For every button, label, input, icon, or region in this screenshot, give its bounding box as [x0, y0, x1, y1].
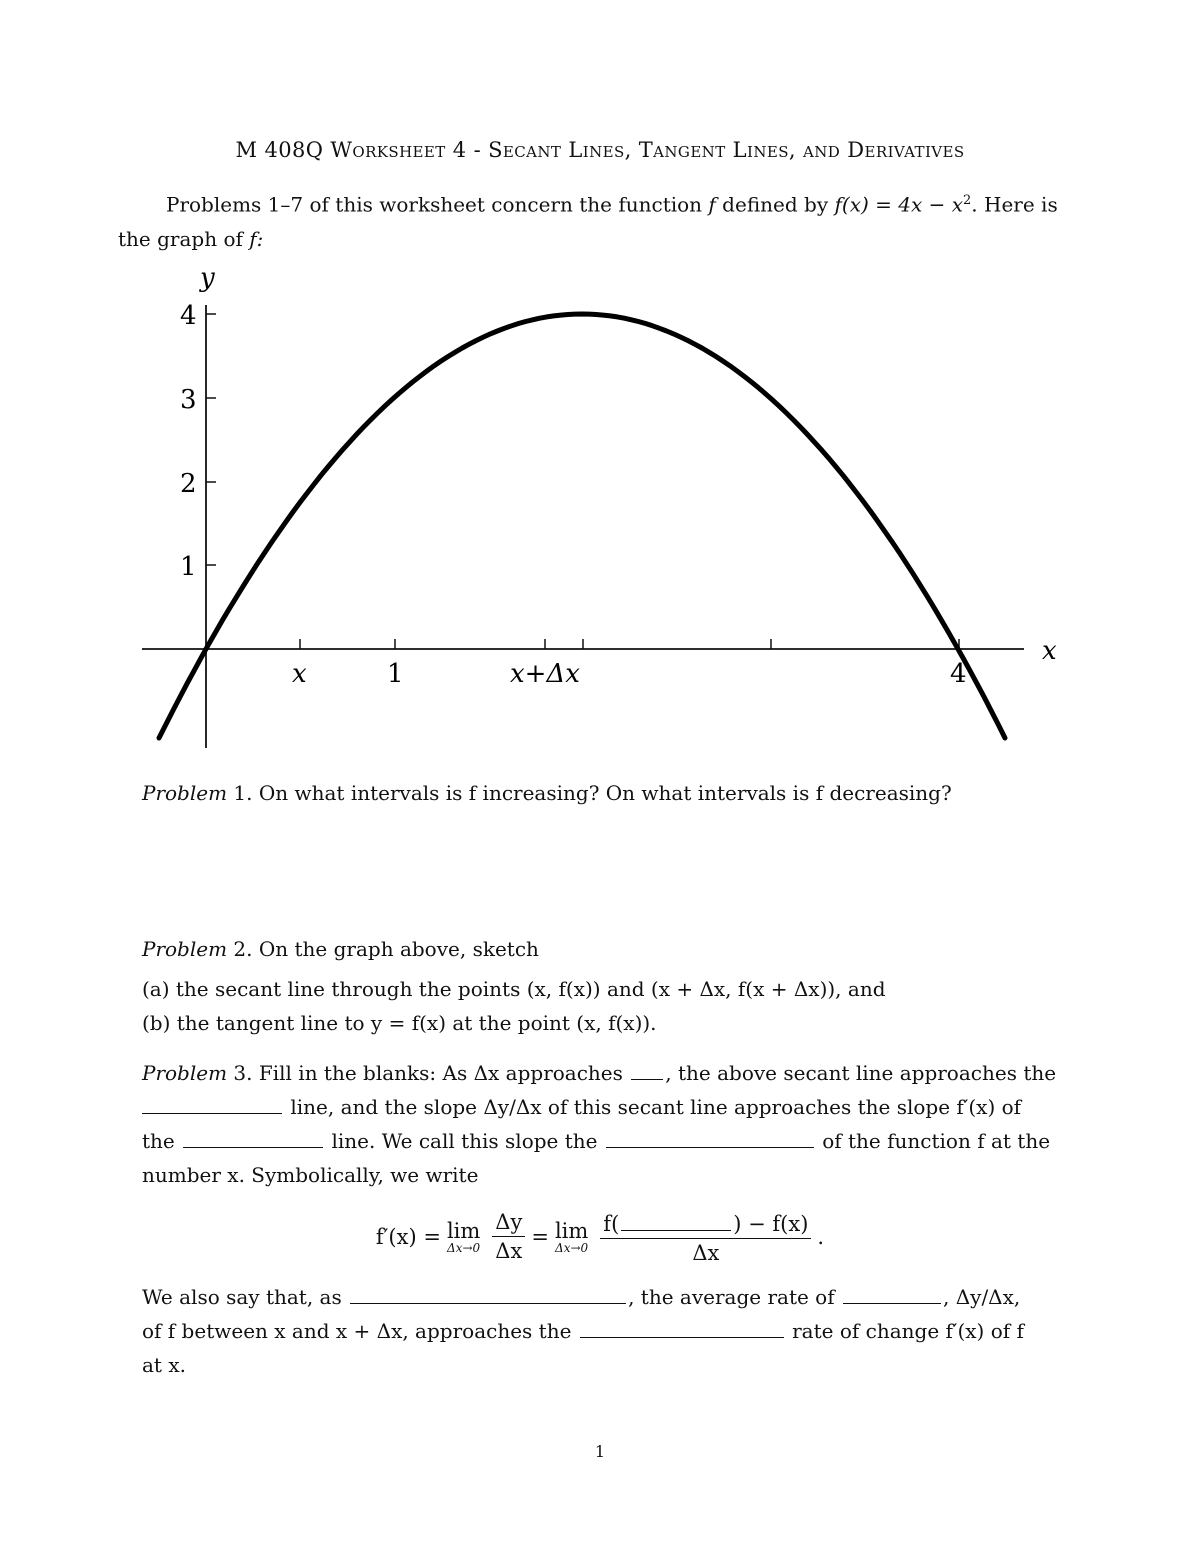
formula-fraction-1 [492, 1210, 525, 1263]
blank-rate-of-change[interactable] [580, 1315, 784, 1338]
problem-2-text: On the graph above, sketch [252, 937, 539, 961]
problem-1-text: On what intervals is f increasing? On what intervals is f decreasing? [252, 781, 952, 805]
problem-2-part-a: (a) the secant line through the points (x, f(x)) and (x + Δx, f(x + Δx)), and [142, 977, 886, 1001]
formula-period: . [817, 1224, 825, 1249]
y-tick-label-2: 2 [180, 469, 197, 499]
x-tick-label-1: 1 [387, 659, 404, 689]
problem-3-sentence-3: line, and the slope Δy/Δx of this secant line approaches the slope f′(x) of [284, 1095, 1022, 1119]
closing-text-3: , Δy/Δx, [942, 1285, 1021, 1309]
problem-3-sentence-5: line. We call this slope the [325, 1129, 604, 1153]
blank-slope-name[interactable] [606, 1125, 814, 1148]
closing-text-2: , the average rate of [628, 1285, 841, 1309]
formula-limit-2 [555, 1219, 588, 1255]
blank-formula-argument[interactable] [621, 1208, 731, 1231]
problem-3-sentence-2: , the above secant line approaches the [665, 1061, 1057, 1085]
parabola-curve [159, 314, 1005, 738]
intro-exponent: 2 [963, 193, 972, 208]
x-tick-label-x-plus-dx: x+Δx [510, 659, 580, 689]
problem-1-number: 1. [227, 781, 253, 805]
closing-text-4: of f between x and x + Δx, approaches the [142, 1319, 578, 1343]
problem-2 [142, 932, 1060, 1040]
intro-line-2-text: the graph of [118, 226, 250, 251]
intro-line-2-function: f: [249, 226, 264, 251]
numerator-close: ) − f(x) [733, 1212, 809, 1236]
formula-lhs: f′(x) = [375, 1224, 441, 1249]
intro-formula: f(x) = 4x − x [834, 192, 964, 217]
problem-1-label: Problem [142, 781, 228, 805]
problem-3-sentence-7: number x. Symbolically, we write [142, 1163, 479, 1187]
problem-2-part-b: (b) the tangent line to y = f(x) at the point (x, f(x)). [142, 1011, 657, 1035]
y-tick-label-4: 4 [180, 301, 197, 331]
worksheet-title: M 408Q Worksheet 4 - Secant Lines, Tangent Lines, and Derivatives [235, 138, 965, 162]
formula-equals: = [531, 1224, 549, 1249]
limit-subscript-2: Δx→0 [555, 1240, 589, 1255]
limit-word-1: lim [446, 1218, 481, 1243]
problem-3 [142, 1056, 1060, 1192]
problem-1 [142, 776, 1060, 810]
problem-3-sentence-6: of the function f at the [815, 1129, 1051, 1153]
blank-average-rate-of[interactable] [843, 1281, 941, 1304]
formula-limit-1 [447, 1219, 480, 1255]
y-tick-label-1: 1 [180, 552, 197, 582]
y-axis-label: y [200, 263, 215, 293]
fraction-2-denominator: Δx [692, 1241, 720, 1265]
intro-text-1: Problems 1–7 of this worksheet concern the function [166, 192, 709, 217]
numerator-open: f( [603, 1212, 620, 1236]
blank-as-condition[interactable] [350, 1281, 626, 1304]
closing-text-1: We also say that, as [142, 1285, 349, 1309]
problem-2-label: Problem [142, 937, 228, 961]
fraction-1-denominator: Δx [495, 1239, 523, 1263]
problem-3-label: Problem [142, 1061, 228, 1085]
derivative-formula [0, 1208, 1200, 1265]
intro-text-3: . Here is [971, 192, 1058, 217]
limit-word-2: lim [554, 1218, 589, 1243]
x-tick-label-4: 4 [950, 659, 967, 689]
blank-approaches-value[interactable] [631, 1057, 663, 1080]
closing-paragraph [142, 1280, 1060, 1382]
problem-3-number: 3. [227, 1061, 253, 1085]
fraction-1-numerator: Δy [492, 1210, 525, 1237]
problem-2-number: 2. [227, 937, 253, 961]
formula-fraction-2 [600, 1208, 811, 1265]
blank-line-type-1[interactable] [142, 1091, 282, 1114]
limit-subscript-1: Δx→0 [447, 1240, 481, 1255]
x-tick-label-x: x [292, 659, 307, 689]
fraction-2-numerator [600, 1208, 811, 1239]
y-tick-label-3: 3 [180, 385, 197, 415]
problem-3-sentence-4: the [142, 1129, 182, 1153]
closing-text-5: rate of change f′(x) of f [785, 1319, 1024, 1343]
blank-line-type-2[interactable] [183, 1125, 323, 1148]
problem-3-sentence-1: Fill in the blanks: As Δx approaches [252, 1061, 630, 1085]
x-axis-label: x [1042, 636, 1057, 666]
closing-text-6: at x. [142, 1353, 186, 1377]
page-number: 1 [594, 1442, 606, 1461]
intro-text-2: defined by [715, 192, 835, 217]
intro-function-name: f [708, 192, 716, 217]
